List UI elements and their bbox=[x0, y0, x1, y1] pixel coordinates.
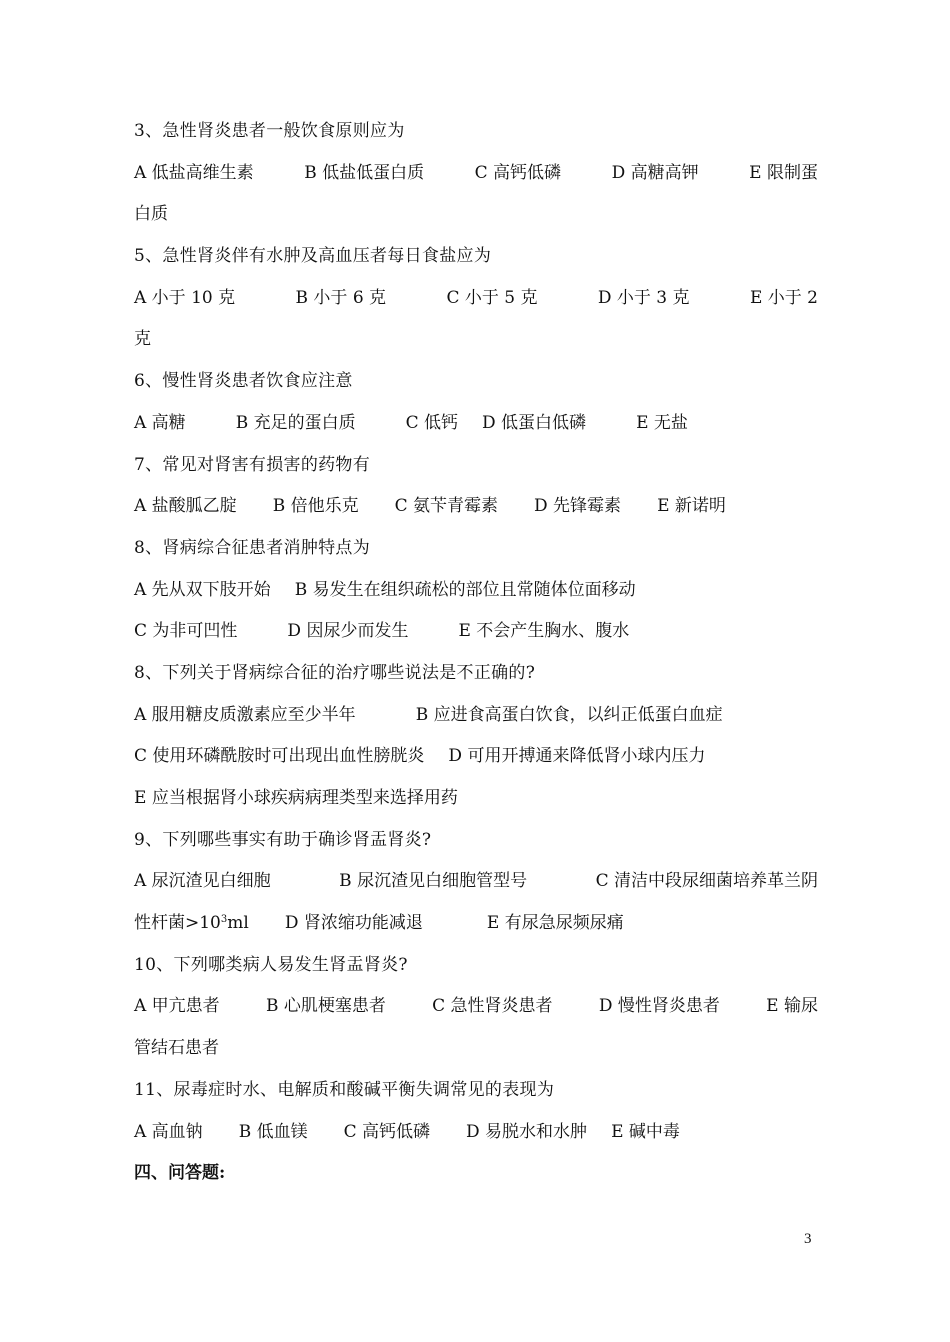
option-c: C 为非可凹性 bbox=[134, 621, 238, 642]
option-e: E 小于 2 bbox=[749, 287, 818, 308]
option-e: E 输尿 bbox=[766, 996, 818, 1017]
option-row bbox=[134, 783, 818, 825]
option-d: D 因尿少而发生 bbox=[287, 621, 409, 642]
option-row bbox=[134, 283, 818, 325]
option-b: B 小于 6 克 bbox=[295, 287, 387, 308]
option-a: A 小于 10 克 bbox=[134, 287, 236, 308]
option-b: B 低血镁 bbox=[238, 1121, 308, 1142]
option-d: D 高糖高钾 bbox=[611, 162, 699, 183]
option-b: B 应进食高蛋白饮食，以纠正低蛋白血症 bbox=[415, 704, 723, 725]
option-continuation: 克 bbox=[134, 329, 151, 350]
option-c: C 清洁中段尿细菌培养革兰阴 bbox=[595, 871, 818, 892]
option-row bbox=[134, 158, 818, 200]
option-row bbox=[134, 991, 818, 1033]
section-heading: 四、问答题: bbox=[134, 1163, 226, 1184]
option-b: B 心肌梗塞患者 bbox=[265, 996, 386, 1017]
option-b: B 倍他乐克 bbox=[272, 496, 359, 517]
option-a: A 甲亢患者 bbox=[134, 996, 220, 1017]
option-a: A 高血钠 bbox=[134, 1121, 203, 1142]
question-list bbox=[134, 116, 818, 1200]
option-row bbox=[134, 616, 818, 658]
option-c: C 小于 5 克 bbox=[446, 287, 538, 308]
option-d: D 易脱水和水肿 bbox=[466, 1121, 588, 1142]
option-row bbox=[134, 908, 818, 950]
option-c: C 低钙 bbox=[405, 412, 459, 433]
option-a: A 先从双下肢开始 bbox=[134, 579, 271, 600]
question-stem: 10、下列哪类病人易发生肾盂肾炎? bbox=[134, 954, 408, 975]
option-e: E 有尿急尿频尿痛 bbox=[486, 913, 624, 934]
option-continuation bbox=[134, 908, 249, 950]
option-c: C 高钙低磷 bbox=[474, 162, 562, 183]
option-a: A 高糖 bbox=[134, 412, 186, 433]
option-row bbox=[134, 1117, 818, 1159]
page-number: 3 bbox=[804, 1231, 812, 1247]
option-d: D 小于 3 克 bbox=[597, 287, 690, 308]
option-a: A 尿沉渣见白细胞 bbox=[134, 871, 271, 892]
option-row bbox=[134, 866, 818, 908]
option-d: D 慢性肾炎患者 bbox=[598, 996, 720, 1017]
option-e: E 限制蛋 bbox=[749, 162, 818, 183]
option-e: E 无盐 bbox=[636, 412, 688, 433]
option-d: D 肾浓缩功能减退 bbox=[284, 913, 423, 934]
option-e: E 不会产生胸水、腹水 bbox=[458, 621, 630, 642]
exponent: 3 bbox=[220, 914, 228, 926]
continuation-text: 性杆菌>10 bbox=[134, 913, 221, 934]
option-e: E 碱中毒 bbox=[611, 1121, 680, 1142]
option-row bbox=[134, 491, 818, 533]
option-c: C 使用环磷酰胺时可出现出血性膀胱炎 bbox=[134, 746, 425, 767]
question-stem: 9、下列哪些事实有助于确诊肾盂肾炎? bbox=[134, 829, 432, 850]
option-a: A 低盐高维生素 bbox=[134, 162, 254, 183]
option-a: A 服用糖皮质激素应至少半年 bbox=[134, 704, 356, 725]
question-stem: 8、下列关于肾病综合征的治疗哪些说法是不正确的? bbox=[134, 662, 536, 683]
option-b: B 尿沉渣见白细胞管型号 bbox=[339, 871, 528, 892]
option-c: C 急性肾炎患者 bbox=[432, 996, 553, 1017]
option-d: D 先锋霉素 bbox=[534, 496, 622, 517]
question-stem: 7、常见对肾害有损害的药物有 bbox=[134, 454, 371, 475]
option-e: E 新诺明 bbox=[657, 496, 726, 517]
question-stem: 5、急性肾炎伴有水肿及高血压者每日食盐应为 bbox=[134, 246, 492, 267]
option-a: A 盐酸胍乙腚 bbox=[134, 496, 237, 517]
option-continuation: 白质 bbox=[134, 204, 168, 225]
option-b: B 充足的蛋白质 bbox=[235, 412, 356, 433]
option-row bbox=[134, 408, 818, 450]
option-row bbox=[134, 575, 818, 617]
question-stem: 8、肾病综合征患者消肿特点为 bbox=[134, 537, 371, 558]
option-c: C 高钙低磷 bbox=[343, 1121, 431, 1142]
option-e: E 应当根据肾小球疾病病理类型来选择用药 bbox=[134, 788, 458, 808]
option-d: D 可用开搏通来降低肾小球内压力 bbox=[448, 746, 706, 767]
option-d: D 低蛋白低磷 bbox=[482, 412, 587, 433]
option-c: C 氨苄青霉素 bbox=[394, 496, 499, 517]
question-stem: 6、慢性肾炎患者饮食应注意 bbox=[134, 371, 353, 392]
option-continuation: 管结石患者 bbox=[134, 1038, 219, 1059]
option-b: B 易发生在组织疏松的部位且常随体位面移动 bbox=[294, 579, 636, 600]
option-b: B 低盐低蛋白质 bbox=[304, 162, 425, 183]
option-row bbox=[134, 741, 818, 783]
question-stem: 3、急性肾炎患者一般饮食原则应为 bbox=[134, 121, 405, 141]
question-stem: 11、尿毒症时水、电解质和酸碱平衡失调常见的表现为 bbox=[134, 1079, 555, 1100]
unit-text: ml bbox=[227, 913, 249, 934]
option-row bbox=[134, 700, 818, 742]
